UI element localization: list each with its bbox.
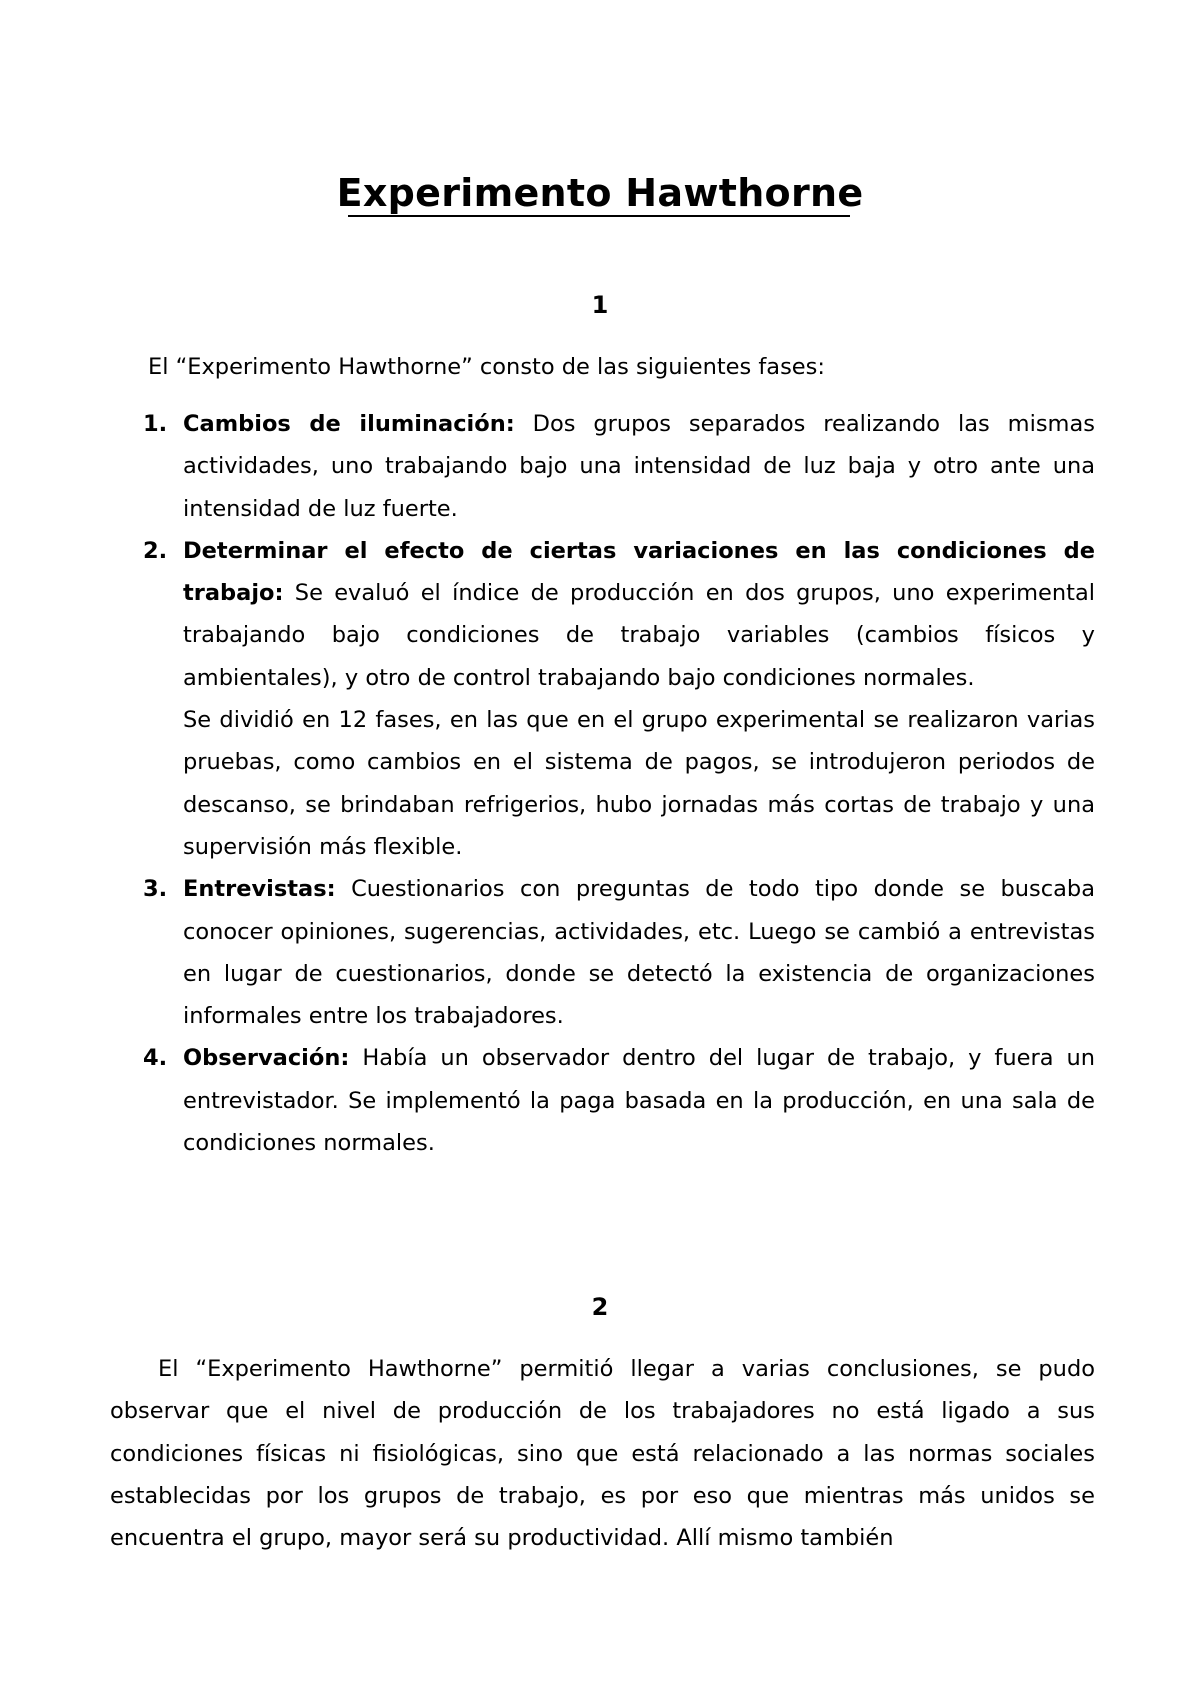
list-item-number: 2. [143, 537, 168, 564]
list-item-text: Había un observador dentro del lugar de trabajo, y fuera un entrevistador. Se implementó la paga basada en la producción, en una sala de condiciones normales. [183, 1045, 1095, 1157]
list-item-number: 1. [143, 411, 168, 437]
list-item-continuation: Se dividió en 12 fases, en las que en el grupo experimental se realizaron varias pruebas, como cambios en el sistema de pagos, se introdujeron periodos de descanso, se brindaban refrigerios, hubo jornadas más cortas de trabajo y una supervisión más flexible. [183, 707, 1095, 860]
list-item-text: Cuestionarios con preguntas de todo tipo donde se buscaba conocer opiniones, sugerencias, actividades, etc. Luego se cambió a entrevistas en lugar de cuestionarios, donde se detectó la existencia de organizaciones informales entre los trabajadores. [183, 876, 1095, 1030]
list-item-number: 3. [143, 876, 168, 903]
list-item [143, 530, 1095, 699]
title-underline [348, 215, 850, 217]
list-item-number: 4. [143, 1045, 168, 1072]
document-title: Experimento Hawthorne [336, 171, 864, 215]
section1-intro: El “Experimento Hawthorne” consto de las siguientes fases: [148, 354, 825, 380]
phases-list [0, 403, 1200, 1164]
list-item [143, 403, 1095, 530]
list-item-text: Dos grupos separados realizando las mismas actividades, uno trabajando bajo una intensidad de luz baja y otro ante una intensidad de luz fuerte. [183, 411, 1095, 522]
section2-paragraph: El “Experimento Hawthorne” permitió llegar a varias conclusiones, se pudo observar que el nivel de producción de los trabajadores no está ligado a sus condiciones físicas ni fisiológicas, sino que está relacionado a las normas sociales establecidas por los grupos de trabajo, es por eso que mientras más unidos se encuentra el grupo, mayor será su productividad. Allí mismo también [110, 1356, 1095, 1552]
section-number-1: 1 [591, 291, 609, 319]
list-item-heading: Observación: [183, 1045, 350, 1072]
list-item [143, 868, 1095, 1037]
section-number-2: 2 [591, 1293, 609, 1321]
list-item-heading: Cambios de iluminación: [183, 411, 515, 437]
list-item-heading: Entrevistas: [183, 876, 336, 903]
list-item [143, 1037, 1095, 1164]
list-item-heading: Determinar el efecto de ciertas variaciones en las condiciones de trabajo: [183, 537, 1095, 607]
list-item-text: Se evaluó el índice de producción en dos grupos, uno experimental trabajando bajo condiciones de trabajo variables (cambios físicos y ambientales), y otro de control trabajando bajo condiciones normales. [183, 580, 1095, 691]
